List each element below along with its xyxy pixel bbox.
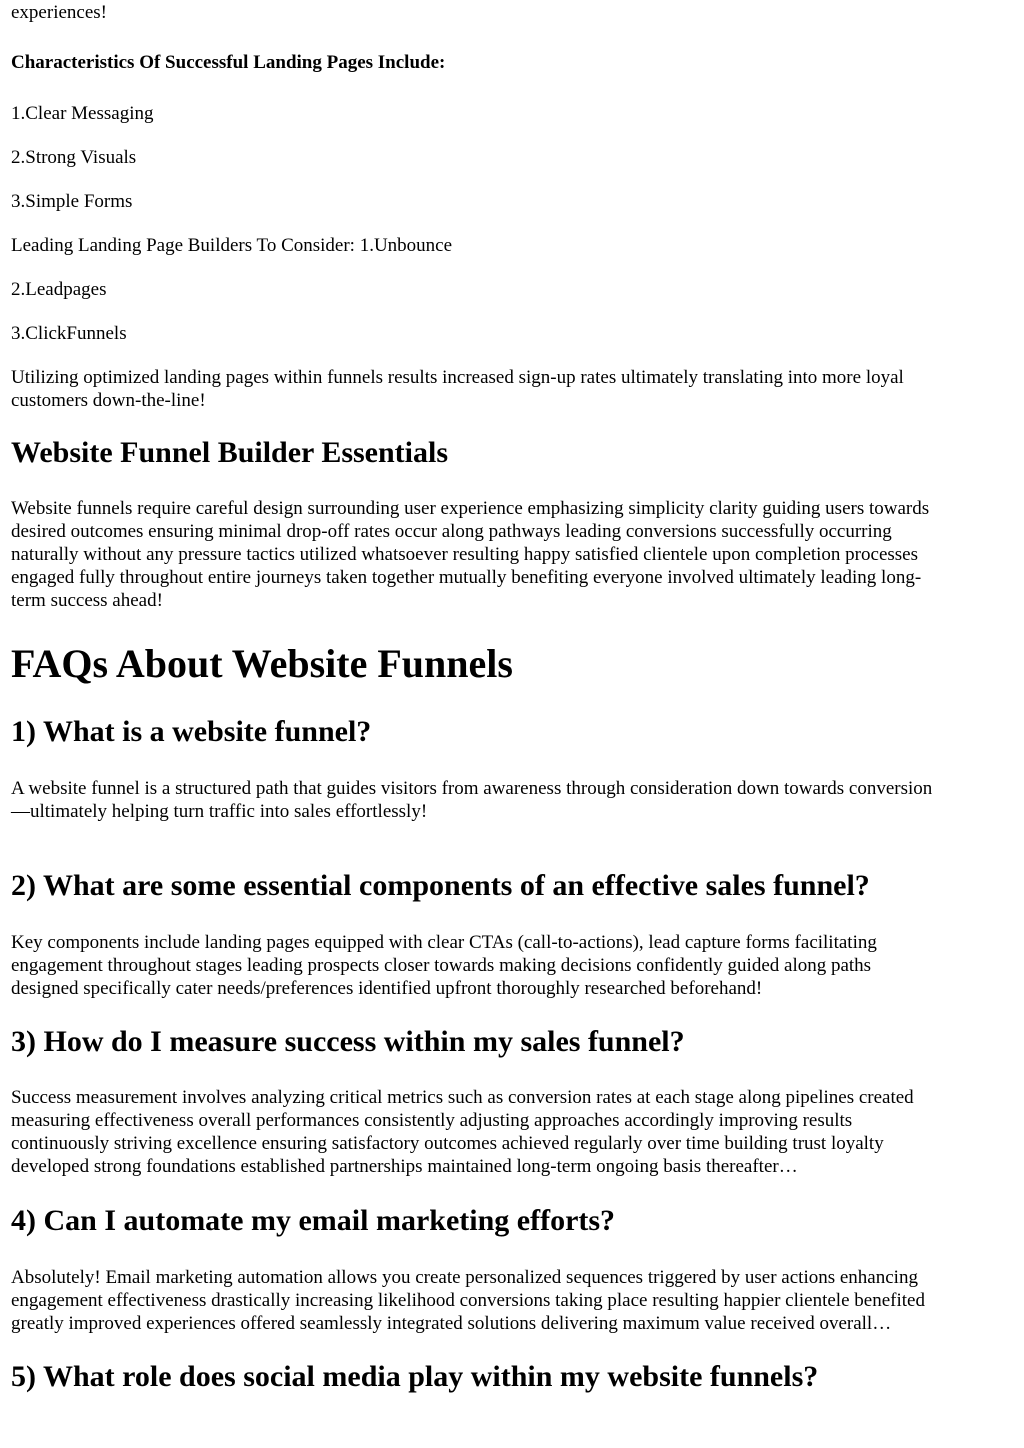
paragraph-line: Utilizing optimized landing pages within funnels results increased sign-up rates ultimately translating into more loyal	[11, 367, 904, 388]
builder-item: 3.ClickFunnels	[11, 323, 127, 344]
paragraph-line: greatly improved experiences offered seamlessly integrated solutions delivering maximum value received overall…	[11, 1313, 892, 1334]
paragraph-line: Absolutely! Email marketing automation allows you create personalized sequences triggered by user actions enhancing	[11, 1267, 918, 1288]
faq-question-3: 3) How do I measure success within my sales funnel?	[11, 1025, 685, 1058]
faq-answer-4	[11, 1266, 925, 1335]
paragraph-line: engagement effectiveness drastically increasing likelihood conversions taking place resulting happier clientele benefited	[11, 1290, 925, 1311]
optimized-note-paragraph	[11, 366, 904, 412]
faq-answer-3	[11, 1086, 914, 1178]
intro-tail-text: experiences!	[11, 2, 107, 23]
paragraph-line: continuously striving excellence ensuring satisfactory outcomes achieved regularly over time building trust loyalty	[11, 1133, 884, 1154]
builder-item: 2.Leadpages	[11, 279, 107, 300]
characteristic-item: 1.Clear Messaging	[11, 103, 154, 124]
paragraph-line: Key components include landing pages equipped with clear CTAs (call-to-actions), lead capture forms facilitating	[11, 932, 877, 953]
characteristic-item: 2.Strong Visuals	[11, 147, 137, 168]
paragraph-line: customers down-the-line!	[11, 390, 206, 411]
paragraph-line: A website funnel is a structured path that guides visitors from awareness through consideration down towards conversion	[11, 778, 933, 799]
faq-question-2: 2) What are some essential components of an effective sales funnel?	[11, 869, 870, 902]
paragraph-line: naturally without any pressure tactics utilized whatsoever resulting happy satisfied clientele upon completion processes	[11, 544, 918, 565]
builders-lead-text: Leading Landing Page Builders To Consider: 1.Unbounce	[11, 235, 453, 256]
characteristics-heading: Characteristics Of Successful Landing Pages Include:	[11, 52, 446, 73]
characteristic-item: 3.Simple Forms	[11, 191, 133, 212]
paragraph-line: desired outcomes ensuring minimal drop-off rates occur along pathways leading conversions successfully occurring	[11, 521, 892, 542]
faq-question-1: 1) What is a website funnel?	[11, 715, 372, 748]
paragraph-line: term success ahead!	[11, 590, 163, 611]
faq-answer-2	[11, 931, 877, 1000]
paragraph-line: developed strong foundations established partnerships maintained long-term ongoing basis thereafter…	[11, 1156, 798, 1177]
paragraph-line: —ultimately helping turn traffic into sales effortlessly!	[11, 801, 428, 822]
paragraph-line: designed specifically cater needs/preferences identified upfront thoroughly researched beforehand!	[11, 978, 763, 999]
paragraph-line: measuring effectiveness overall performances consistently adjusting approaches accordingly improving results	[11, 1110, 853, 1131]
paragraph-line: engagement throughout stages leading prospects closer towards making decisions confidently guided along paths	[11, 955, 872, 976]
paragraph-line: engaged fully throughout entire journeys taken together mutually benefiting everyone involved ultimately leading long-	[11, 567, 922, 588]
faq-heading: FAQs About Website Funnels	[11, 641, 513, 686]
essentials-paragraph	[11, 497, 929, 612]
essentials-heading: Website Funnel Builder Essentials	[11, 436, 449, 469]
faq-question-5: 5) What role does social media play within my website funnels?	[11, 1360, 819, 1393]
paragraph-line: Success measurement involves analyzing critical metrics such as conversion rates at each stage along pipelines created	[11, 1087, 914, 1108]
faq-question-4: 4) Can I automate my email marketing efforts?	[11, 1204, 616, 1237]
paragraph-line: Website funnels require careful design surrounding user experience emphasizing simplicity clarity guiding users towards	[11, 498, 930, 519]
faq-answer-1	[11, 777, 932, 823]
